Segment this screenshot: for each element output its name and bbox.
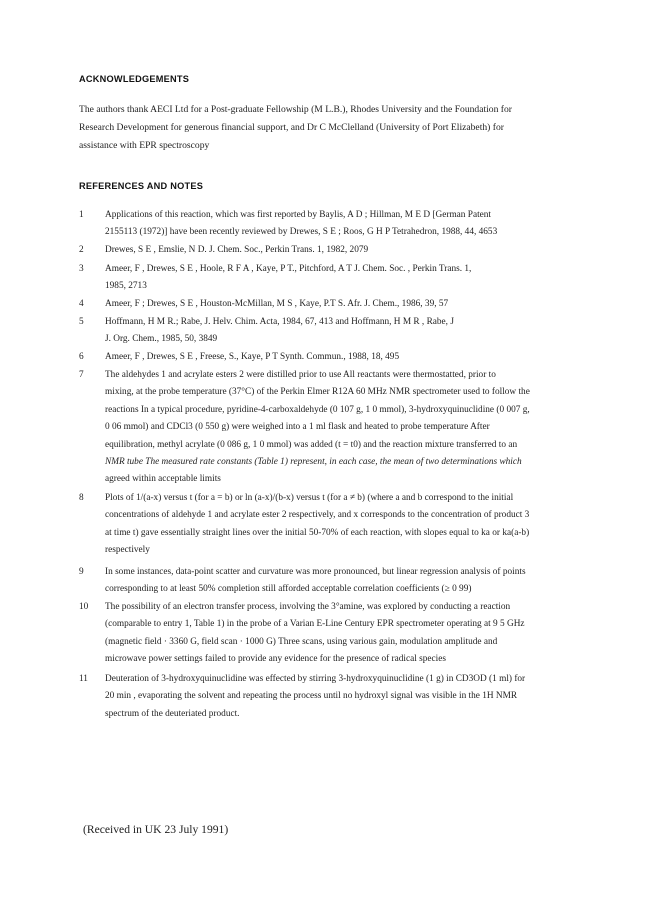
reference-number: 1	[79, 210, 84, 220]
received-date: (Received in UK 23 July 1991)	[83, 823, 229, 836]
reference-line: In some instances, data-point scatter and curvature was more pronounced, but linear regression analysis of points	[105, 567, 526, 577]
reference-text	[105, 242, 621, 259]
reference-number: 8	[79, 493, 84, 503]
reference-text	[105, 207, 621, 242]
reference-line: 0 06 mmol) and CDCl3 (0 550 g) were weighed into a 1 ml flask and heated to probe temperature After	[105, 422, 490, 433]
reference-line: corresponding to at least 50% completion still afforded acceptable correlation coefficients (≥ 0 99)	[105, 584, 472, 595]
reference-line: 1985, 2713	[105, 281, 147, 292]
reference-line: spectrum of the deuteriated product.	[105, 708, 240, 719]
reference-number: 10	[79, 602, 89, 612]
reference-line: microwave power settings failed to provide any evidence for the presence of radical species	[105, 654, 447, 665]
reference-text	[105, 349, 621, 366]
reference-line: Plots of 1/(a-x) versus t (for a = b) or ln (a-x)/(b-x) versus t (for a ≠ b) (where a and b correspond to the initial	[105, 493, 514, 503]
reference-number: 9	[79, 567, 84, 577]
acknowledgements-paragraph	[79, 101, 599, 155]
reference-text	[105, 564, 621, 599]
references-heading: REFERENCES AND NOTES	[79, 181, 204, 191]
reference-line: 2155113 (1972)] have been recently reviewed by Drewes, S E ; Roos, G H P Tetrahedron, 1988, 44, 4653	[105, 227, 498, 238]
reference-number: 7	[79, 370, 84, 380]
reference-line: The aldehydes 1 and acrylate esters 2 were distilled prior to use All reactants were thermostatted, prior to	[105, 370, 496, 380]
reference-line: Deuteration of 3-hydroxyquinuclidine was effected by stirring 3-hydroxyquinuclidine (1 g) in CD3OD (1 ml) for	[105, 674, 526, 684]
reference-text	[105, 367, 621, 489]
reference-text	[105, 314, 621, 349]
reference-number: 11	[79, 674, 88, 684]
reference-line: Applications of this reaction, which was first reported by Baylis, A D ; Hillman, M E D [German Patent	[105, 210, 492, 220]
reference-text	[105, 599, 621, 669]
reference-text	[105, 490, 621, 560]
reference-line: J. Org. Chem., 1985, 50, 3849	[105, 334, 218, 345]
reference-line: NMR tube The measured rate constants (Table 1) represent, in each case, the mean of two determinations which	[105, 457, 522, 468]
reference-number: 2	[79, 245, 84, 255]
acknowledgements-line: The authors thank AECI Ltd for a Post-graduate Fellowship (M L.B.), Rhodes University and the Foundation for	[79, 104, 512, 115]
reference-line: concentrations of aldehyde 1 and acrylate ester 2 respectively, and x corresponds to the concentration of product 3	[105, 510, 530, 521]
acknowledgements-line: assistance with EPR spectroscopy	[79, 140, 210, 151]
reference-line: at time t) gave essentially straight lines over the initial 50-70% of each reaction, with slopes equal to ka or ka(a-b)	[105, 527, 530, 538]
reference-line: equilibration, methyl acrylate (0 086 g, 1 0 mmol) was added (t = t0) and the reaction mixture transferred to an	[105, 439, 518, 450]
reference-line: Ameer, F ; Drewes, S E , Houston-McMillan, M S , Kaye, P.T S. Afr. J. Chem., 1986, 39, 57	[105, 299, 449, 309]
reference-line: agreed within acceptable limits	[105, 474, 221, 485]
acknowledgements-line: Research Development for generous financial support, and Dr C McClelland (University of Port Elizabeth) for	[79, 122, 504, 133]
reference-line: respectively	[105, 545, 150, 556]
reference-line: (magnetic field · 3360 G, field scan · 1000 G) Three scans, using various gain, modulation amplitude and	[105, 636, 498, 647]
reference-text	[105, 671, 621, 723]
reference-line: mixing, at the probe temperature (37°C) of the Perkin Elmer R12A 60 MHz NMR spectrometer used to follow the	[105, 387, 530, 398]
reference-text	[105, 261, 621, 296]
acknowledgements-heading: ACKNOWLEDGEMENTS	[79, 74, 190, 84]
reference-line: Hoffmann, H M R.; Rabe, J. Helv. Chim. Acta, 1984, 67, 413 and Hoffmann, H M R , Rabe, J	[105, 317, 454, 327]
reference-text	[105, 296, 621, 313]
reference-line: (comparable to entry 1, Table 1) in the probe of a Varian E-Line Century EPR spectrometer operating at 9 5 GHz	[105, 619, 525, 630]
reference-number: 4	[79, 299, 84, 309]
reference-line: 20 min , evaporating the solvent and repeating the process until no hydroxyl signal was visible in the 1H NMR	[105, 691, 518, 702]
reference-line: The possibility of an electron transfer process, involving the 3°amine, was explored by conducting a reaction	[105, 602, 511, 612]
reference-line: Drewes, S E , Emslie, N D. J. Chem. Soc., Perkin Trans. 1, 1982, 2079	[105, 245, 369, 255]
reference-line: reactions In a typical procedure, pyridine-4-carboxaldehyde (0 107 g, 1 0 mmol), 3-hydroxyquinuclidine (0 007 g,	[105, 404, 530, 415]
reference-number: 5	[79, 317, 84, 327]
reference-number: 3	[79, 264, 84, 274]
reference-line: Ameer, F , Drewes, S E , Hoole, R F A , Kaye, P T., Pitchford, A T J. Chem. Soc. , Perkin Trans. 1,	[105, 264, 472, 274]
reference-number: 6	[79, 352, 84, 362]
reference-line: Ameer, F , Drewes, S E , Freese, S., Kaye, P T Synth. Commun., 1988, 18, 495	[105, 352, 400, 362]
